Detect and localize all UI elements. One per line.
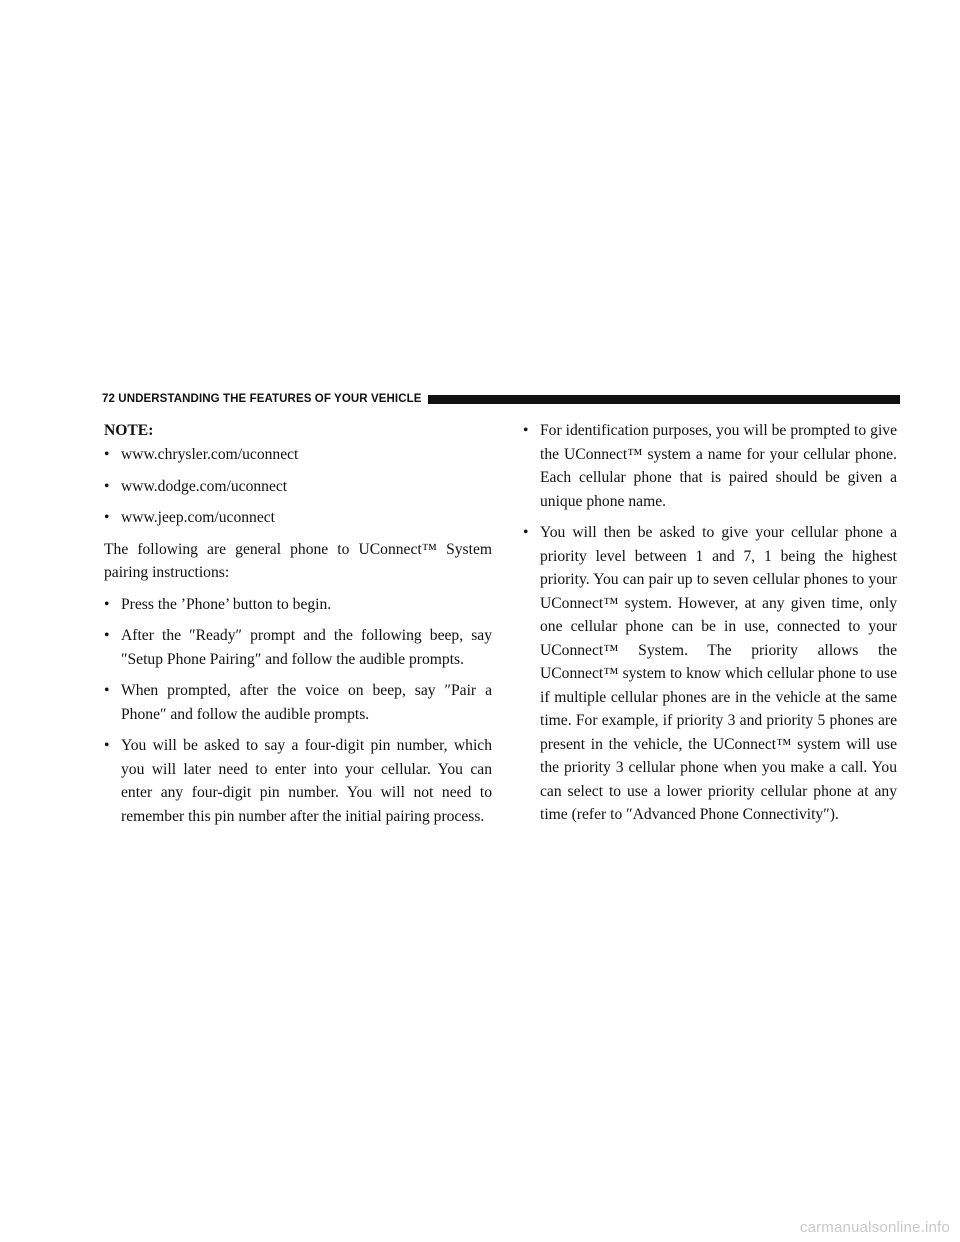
right-column	[523, 419, 897, 827]
list-item	[104, 679, 492, 726]
left-column	[104, 419, 492, 828]
note-url-chrysler: www.chrysler.com/uconnect	[121, 446, 299, 463]
list-item	[104, 734, 492, 828]
bullet-icon: •	[104, 737, 110, 754]
step-text: Press the ’Phone’ button to begin.	[121, 595, 332, 613]
list-item	[523, 419, 897, 513]
page-header-label	[102, 393, 422, 405]
intro-paragraph: The following are general phone to UConnect™ System pairing instructions:	[104, 540, 492, 581]
step-text: After the ″Ready″ prompt and the following beep, say ″Setup Phone Pairing″ and follow the audible prompts.	[121, 627, 492, 668]
header-rule-bar	[428, 395, 900, 404]
list-item	[104, 506, 492, 530]
page-number: 72	[102, 393, 115, 405]
bullet-icon: •	[104, 595, 110, 613]
note-heading: NOTE:	[104, 422, 154, 439]
bullet-icon: •	[523, 422, 529, 439]
step-text: For identification purposes, you will be prompted to give the UConnect™ system a name for your cellular phone. Each cellular phone that is paired should be given a unique phone name.	[540, 422, 897, 510]
step-text: You will be asked to say a four-digit pin number, which you will later need to enter into your cellular. You can enter any four-digit pin number. You will not need to remember this pin number after the initial pairing process.	[121, 737, 492, 825]
section-title: UNDERSTANDING THE FEATURES OF YOUR VEHICLE	[118, 393, 422, 405]
bullet-icon: •	[104, 446, 110, 463]
bullet-icon: •	[104, 477, 110, 495]
note-url-dodge: www.dodge.com/uconnect	[121, 477, 288, 495]
list-item	[104, 593, 492, 617]
list-item	[104, 475, 492, 499]
page-header	[102, 391, 900, 407]
note-list	[104, 443, 492, 530]
bullet-icon: •	[104, 509, 110, 526]
pairing-steps-left	[104, 593, 492, 829]
step-text: When prompted, after the voice on beep, say ″Pair a Phone″ and follow the audible prompts.	[121, 682, 492, 723]
list-item	[523, 521, 897, 827]
step-text: You will then be asked to give your cellular phone a priority level between 1 and 7, 1 being the highest priority. You can pair up to seven cellular phones to your UConnect™ system. However, at any given time, only one cellular phone can be in use, connected to your UConnect™ System. The priority allows the UConnect™ system to know which cellular phone to use if multiple cellular phones are in the vehicle at the same time. For example, if priority 3 and priority 5 phones are present in the vehicle, the UConnect™ system will use the priority 3 cellular phone when you make a call. You can select to use a lower priority cellular phone at any time (refer to ″Advanced Phone Connectivity″).	[540, 524, 897, 823]
note-url-jeep: www.jeep.com/uconnect	[121, 509, 276, 526]
list-item	[104, 443, 492, 467]
bullet-icon: •	[523, 524, 529, 541]
pairing-steps-right	[523, 419, 897, 827]
bullet-icon: •	[104, 682, 110, 699]
bullet-icon: •	[104, 627, 110, 644]
watermark: carmanualsonline.info	[799, 1219, 950, 1236]
list-item	[104, 624, 492, 671]
